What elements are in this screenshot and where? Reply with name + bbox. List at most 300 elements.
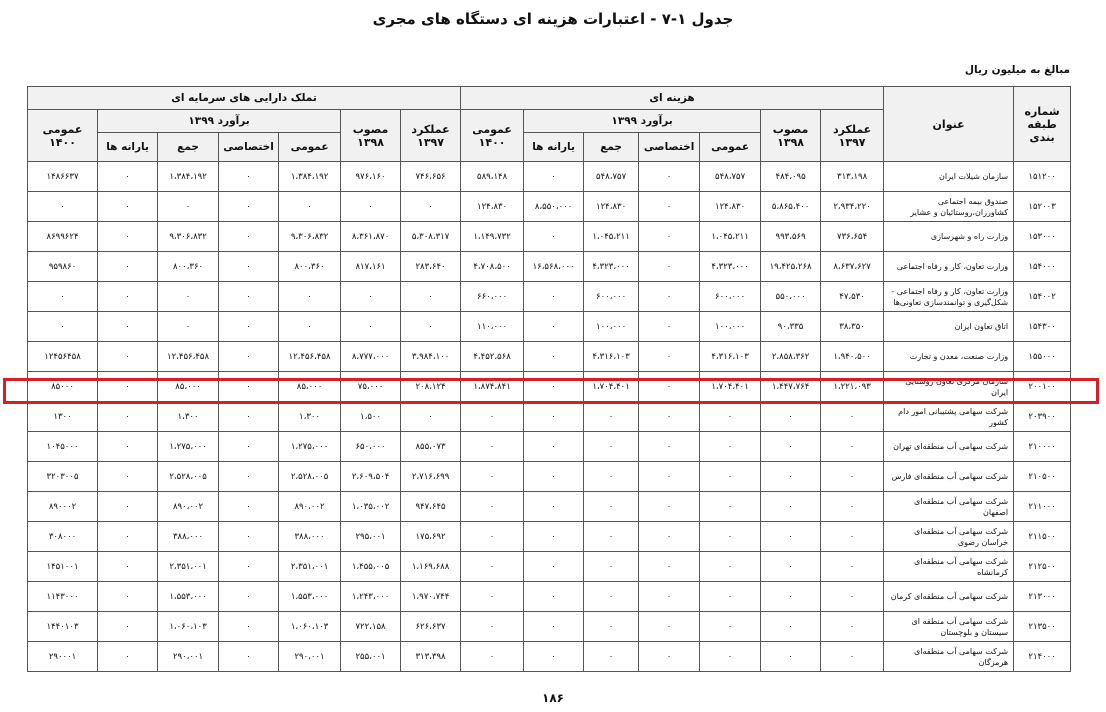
capital-total-1399: ۱،۰۶۰،۱۰۳ bbox=[158, 612, 219, 642]
row-title: وزارت تعاون، کار و رفاه اجتماعی - شکل‌گیری و توانمندسازی تعاونی‌ها bbox=[884, 282, 1014, 312]
capital-general-1399: ۲،۳۵۱،۰۰۱ bbox=[279, 552, 341, 582]
capital-special-1399: ۰ bbox=[219, 192, 279, 222]
cost-total-1399: ۱،۰۴۵،۲۱۱ bbox=[584, 222, 639, 252]
row-code: ۱۵۴۳۰۰ bbox=[1014, 312, 1071, 342]
capital-general-1399: ۱،۳۰۰ bbox=[279, 402, 341, 432]
cost-general-1400: ۰ bbox=[461, 642, 524, 672]
header-capital-general-1400: عمومی ۱۴۰۰ bbox=[28, 110, 98, 162]
cost-special-1399: ۰ bbox=[639, 282, 700, 312]
cost-total-1399: ۱۰۰،۰۰۰ bbox=[584, 312, 639, 342]
cost-total-1399: ۰ bbox=[584, 492, 639, 522]
header-capital-subsidy: یارانه ها bbox=[98, 133, 158, 162]
cost-subsidy-1399: ۰ bbox=[524, 462, 584, 492]
cost-total-1399: ۰ bbox=[584, 462, 639, 492]
cost-approved-1398: ۰ bbox=[761, 612, 821, 642]
capital-approved-1398: ۱،۰۳۵،۰۰۲ bbox=[341, 492, 401, 522]
cost-general-1399: ۰ bbox=[700, 492, 761, 522]
header-capital-approved-1398: مصوب ۱۳۹۸ bbox=[341, 110, 401, 162]
capital-subsidy-1399: ۰ bbox=[98, 552, 158, 582]
capital-actual-1397: ۰ bbox=[401, 402, 461, 432]
capital-subsidy-1399: ۰ bbox=[98, 282, 158, 312]
capital-subsidy-1399: ۰ bbox=[98, 492, 158, 522]
capital-approved-1398: ۱،۴۵۵،۰۰۵ bbox=[341, 552, 401, 582]
unit-note: مبالغ به میلیون ریال bbox=[964, 64, 1070, 76]
capital-general-1400: ۱۴۵۱۰۰۱ bbox=[28, 552, 98, 582]
capital-approved-1398: ۸۱۷،۱۶۱ bbox=[341, 252, 401, 282]
cost-total-1399: ۴،۳۲۳،۰۰۰ bbox=[584, 252, 639, 282]
row-title: وزارت راه و شهرسازی bbox=[884, 222, 1014, 252]
cost-total-1399: ۶۰۰،۰۰۰ bbox=[584, 282, 639, 312]
cost-general-1400: ۴،۷۰۸،۵۰۰ bbox=[461, 252, 524, 282]
capital-approved-1398: ۱،۵۰۰ bbox=[341, 402, 401, 432]
cost-actual-1397: ۲،۹۳۴،۲۲۰ bbox=[821, 192, 884, 222]
capital-actual-1397: ۲،۷۱۶،۶۹۹ bbox=[401, 462, 461, 492]
header-capital-estimate-1399: برآورد ۱۳۹۹ bbox=[98, 110, 341, 133]
cost-approved-1398: ۹۰،۳۳۵ bbox=[761, 312, 821, 342]
capital-general-1399: ۸۵،۰۰۰ bbox=[279, 372, 341, 402]
header-capital-actual-1397: عملکرد ۱۳۹۷ bbox=[401, 110, 461, 162]
table-row bbox=[28, 372, 1071, 402]
capital-special-1399: ۰ bbox=[219, 612, 279, 642]
capital-total-1399: ۸۵،۰۰۰ bbox=[158, 372, 219, 402]
capital-special-1399: ۰ bbox=[219, 552, 279, 582]
cost-general-1399: ۰ bbox=[700, 522, 761, 552]
capital-approved-1398: ۰ bbox=[341, 312, 401, 342]
cost-general-1399: ۴،۳۱۶،۱۰۳ bbox=[700, 342, 761, 372]
table-row bbox=[28, 552, 1071, 582]
capital-general-1399: ۱۲،۴۵۶،۴۵۸ bbox=[279, 342, 341, 372]
row-title: وزارت صنعت، معدن و تجارت bbox=[884, 342, 1014, 372]
cost-actual-1397: ۱،۹۴۰،۵۰۰ bbox=[821, 342, 884, 372]
capital-actual-1397: ۵،۳۰۸،۳۱۷ bbox=[401, 222, 461, 252]
header-cost-group: هزینه ای bbox=[461, 87, 884, 110]
cost-total-1399: ۰ bbox=[584, 432, 639, 462]
header-capital-group: تملک دارایی های سرمایه ای bbox=[28, 87, 461, 110]
row-code: ۱۵۲۰۰۳ bbox=[1014, 192, 1071, 222]
capital-general-1400: ۸۶۹۹۶۲۴ bbox=[28, 222, 98, 252]
row-title: صندوق بیمه اجتماعی کشاورزان،روستائیان و عشایر bbox=[884, 192, 1014, 222]
cost-general-1399: ۱۰۰،۰۰۰ bbox=[700, 312, 761, 342]
capital-subsidy-1399: ۰ bbox=[98, 252, 158, 282]
cost-subsidy-1399: ۰ bbox=[524, 492, 584, 522]
capital-special-1399: ۰ bbox=[219, 582, 279, 612]
row-title: شرکت سهامی آب منطقه‌ای خراسان رضوی bbox=[884, 522, 1014, 552]
cost-approved-1398: ۰ bbox=[761, 432, 821, 462]
cost-general-1400: ۱،۸۷۴،۸۴۱ bbox=[461, 372, 524, 402]
capital-general-1400: ۱۰۴۵۰۰۰ bbox=[28, 432, 98, 462]
capital-special-1399: ۰ bbox=[219, 522, 279, 552]
capital-actual-1397: ۲۸۳،۶۴۰ bbox=[401, 252, 461, 282]
row-code: ۲۱۳۵۰۰ bbox=[1014, 612, 1071, 642]
cost-actual-1397: ۴۷،۵۳۰ bbox=[821, 282, 884, 312]
capital-general-1399: ۱،۰۶۰،۱۰۳ bbox=[279, 612, 341, 642]
row-code: ۲۱۱۵۰۰ bbox=[1014, 522, 1071, 552]
capital-general-1399: ۸۰۰،۳۶۰ bbox=[279, 252, 341, 282]
capital-total-1399: ۰ bbox=[158, 282, 219, 312]
cost-approved-1398: ۰ bbox=[761, 582, 821, 612]
cost-total-1399: ۰ bbox=[584, 402, 639, 432]
table-row bbox=[28, 222, 1071, 252]
cost-actual-1397: ۱،۲۲۱،۰۹۳ bbox=[821, 372, 884, 402]
cost-special-1399: ۰ bbox=[639, 252, 700, 282]
capital-subsidy-1399: ۰ bbox=[98, 402, 158, 432]
capital-approved-1398: ۰ bbox=[341, 192, 401, 222]
row-title: سازمان شیلات ایران bbox=[884, 162, 1014, 192]
capital-subsidy-1399: ۰ bbox=[98, 222, 158, 252]
capital-general-1399: ۲۹۰،۰۰۱ bbox=[279, 642, 341, 672]
cost-total-1399: ۱۲۴،۸۳۰ bbox=[584, 192, 639, 222]
cost-approved-1398: ۱،۴۴۷،۷۶۴ bbox=[761, 372, 821, 402]
cost-approved-1398: ۰ bbox=[761, 522, 821, 552]
cost-special-1399: ۰ bbox=[639, 582, 700, 612]
cost-special-1399: ۰ bbox=[639, 372, 700, 402]
capital-general-1400: ۳۲۰۳۰۰۵ bbox=[28, 462, 98, 492]
row-title: سازمان مرکزی تعاون روستایی ایران bbox=[884, 372, 1014, 402]
table-row bbox=[28, 432, 1071, 462]
cost-general-1399: ۴،۳۲۳،۰۰۰ bbox=[700, 252, 761, 282]
cost-special-1399: ۰ bbox=[639, 462, 700, 492]
cost-approved-1398: ۰ bbox=[761, 552, 821, 582]
cost-approved-1398: ۱۹،۴۲۵،۲۶۸ bbox=[761, 252, 821, 282]
capital-approved-1398: ۷۵،۰۰۰ bbox=[341, 372, 401, 402]
cost-actual-1397: ۳۸،۳۵۰ bbox=[821, 312, 884, 342]
row-title: شرکت سهامی آب منطقه ای سیستان و بلوچستان bbox=[884, 612, 1014, 642]
capital-general-1400: ۳۰۸۰۰۰ bbox=[28, 522, 98, 552]
capital-approved-1398: ۲،۶۰۹،۵۰۴ bbox=[341, 462, 401, 492]
cost-general-1400: ۴،۴۵۲،۵۶۸ bbox=[461, 342, 524, 372]
cost-total-1399: ۰ bbox=[584, 642, 639, 672]
capital-general-1399: ۱،۳۸۴،۱۹۲ bbox=[279, 162, 341, 192]
header-cost-approved-1398: مصوب ۱۳۹۸ bbox=[761, 110, 821, 162]
capital-general-1399: ۰ bbox=[279, 192, 341, 222]
cost-approved-1398: ۵،۸۶۵،۴۰۰ bbox=[761, 192, 821, 222]
cost-subsidy-1399: ۰ bbox=[524, 162, 584, 192]
header-cost-total: جمع bbox=[584, 133, 639, 162]
capital-special-1399: ۰ bbox=[219, 492, 279, 522]
cost-special-1399: ۰ bbox=[639, 642, 700, 672]
capital-actual-1397: ۳،۹۸۴،۱۰۰ bbox=[401, 342, 461, 372]
capital-general-1399: ۲،۵۲۸،۰۰۵ bbox=[279, 462, 341, 492]
capital-actual-1397: ۱،۹۷۰،۷۴۴ bbox=[401, 582, 461, 612]
capital-actual-1397: ۱،۱۶۹،۶۸۸ bbox=[401, 552, 461, 582]
capital-actual-1397: ۳۱۳،۳۹۸ bbox=[401, 642, 461, 672]
cost-general-1399: ۵۴۸،۷۵۷ bbox=[700, 162, 761, 192]
header-cost-estimate-1399: برآورد ۱۳۹۹ bbox=[524, 110, 761, 133]
capital-subsidy-1399: ۰ bbox=[98, 612, 158, 642]
capital-special-1399: ۰ bbox=[219, 312, 279, 342]
capital-special-1399: ۰ bbox=[219, 342, 279, 372]
cost-general-1399: ۱،۷۰۴،۴۰۱ bbox=[700, 372, 761, 402]
table-row bbox=[28, 312, 1071, 342]
capital-approved-1398: ۷۲۲،۱۵۸ bbox=[341, 612, 401, 642]
capital-total-1399: ۱،۲۷۵،۰۰۰ bbox=[158, 432, 219, 462]
capital-general-1400: ۱۳۰۰ bbox=[28, 402, 98, 432]
capital-total-1399: ۲۹۰،۰۰۱ bbox=[158, 642, 219, 672]
capital-total-1399: ۲،۵۲۸،۰۰۵ bbox=[158, 462, 219, 492]
cost-actual-1397: ۰ bbox=[821, 462, 884, 492]
cost-subsidy-1399: ۰ bbox=[524, 522, 584, 552]
cost-approved-1398: ۰ bbox=[761, 402, 821, 432]
cost-general-1400: ۱۲۴،۸۳۰ bbox=[461, 192, 524, 222]
capital-special-1399: ۰ bbox=[219, 372, 279, 402]
cost-general-1400: ۰ bbox=[461, 522, 524, 552]
cost-actual-1397: ۰ bbox=[821, 492, 884, 522]
capital-total-1399: ۹،۳۰۶،۸۳۲ bbox=[158, 222, 219, 252]
cost-actual-1397: ۰ bbox=[821, 432, 884, 462]
table-row bbox=[28, 402, 1071, 432]
capital-special-1399: ۰ bbox=[219, 432, 279, 462]
capital-subsidy-1399: ۰ bbox=[98, 372, 158, 402]
cost-special-1399: ۰ bbox=[639, 192, 700, 222]
capital-general-1400: ۰ bbox=[28, 192, 98, 222]
cost-general-1400: ۱۱۰،۰۰۰ bbox=[461, 312, 524, 342]
capital-actual-1397: ۰ bbox=[401, 282, 461, 312]
cost-general-1400: ۰ bbox=[461, 432, 524, 462]
capital-actual-1397: ۹۴۷،۶۴۵ bbox=[401, 492, 461, 522]
cost-approved-1398: ۰ bbox=[761, 462, 821, 492]
cost-general-1400: ۰ bbox=[461, 402, 524, 432]
capital-special-1399: ۰ bbox=[219, 462, 279, 492]
header-cost-general: عمومی bbox=[700, 133, 761, 162]
capital-general-1400: ۹۵۹۸۶۰ bbox=[28, 252, 98, 282]
cost-general-1400: ۱،۱۴۹،۷۳۲ bbox=[461, 222, 524, 252]
cost-approved-1398: ۰ bbox=[761, 492, 821, 522]
row-title: شرکت سهامی آب منطقه‌ای هرمزگان bbox=[884, 642, 1014, 672]
capital-approved-1398: ۰ bbox=[341, 282, 401, 312]
cost-general-1400: ۰ bbox=[461, 552, 524, 582]
row-code: ۲۰۰۱۰۰ bbox=[1014, 372, 1071, 402]
capital-general-1399: ۹،۳۰۶،۸۳۲ bbox=[279, 222, 341, 252]
row-code: ۱۵۴۰۰۲ bbox=[1014, 282, 1071, 312]
row-code: ۲۱۰۰۰۰ bbox=[1014, 432, 1071, 462]
capital-total-1399: ۱،۵۵۳،۰۰۰ bbox=[158, 582, 219, 612]
cost-special-1399: ۰ bbox=[639, 612, 700, 642]
row-title: شرکت سهامی آب منطقه‌ای تهران bbox=[884, 432, 1014, 462]
table-row bbox=[28, 612, 1071, 642]
cost-total-1399: ۰ bbox=[584, 552, 639, 582]
capital-approved-1398: ۹۷۶،۱۶۰ bbox=[341, 162, 401, 192]
table-row bbox=[28, 252, 1071, 282]
row-title: وزارت تعاون، کار و رفاه اجتماعی bbox=[884, 252, 1014, 282]
cost-general-1399: ۰ bbox=[700, 642, 761, 672]
capital-approved-1398: ۸،۷۷۷،۰۰۰ bbox=[341, 342, 401, 372]
cost-special-1399: ۰ bbox=[639, 522, 700, 552]
capital-subsidy-1399: ۰ bbox=[98, 522, 158, 552]
cost-general-1400: ۰ bbox=[461, 582, 524, 612]
row-code: ۲۱۴۰۰۰ bbox=[1014, 642, 1071, 672]
cost-general-1400: ۰ bbox=[461, 612, 524, 642]
capital-total-1399: ۱،۳۸۴،۱۹۲ bbox=[158, 162, 219, 192]
row-title: شرکت سهامی آب منطقه‌ای اصفهان bbox=[884, 492, 1014, 522]
capital-special-1399: ۰ bbox=[219, 642, 279, 672]
cost-subsidy-1399: ۰ bbox=[524, 222, 584, 252]
capital-general-1399: ۸۹۰،۰۰۲ bbox=[279, 492, 341, 522]
cost-subsidy-1399: ۰ bbox=[524, 642, 584, 672]
capital-special-1399: ۰ bbox=[219, 162, 279, 192]
capital-general-1400: ۲۹۰۰۰۱ bbox=[28, 642, 98, 672]
row-code: ۲۱۳۰۰۰ bbox=[1014, 582, 1071, 612]
cost-subsidy-1399: ۰ bbox=[524, 312, 584, 342]
cost-total-1399: ۵۴۸،۷۵۷ bbox=[584, 162, 639, 192]
capital-special-1399: ۰ bbox=[219, 252, 279, 282]
table-row bbox=[28, 342, 1071, 372]
row-title: شرکت سهامی آب منطقه‌ای فارس bbox=[884, 462, 1014, 492]
capital-approved-1398: ۶۵۰،۰۰۰ bbox=[341, 432, 401, 462]
cost-general-1400: ۰ bbox=[461, 492, 524, 522]
cost-total-1399: ۴،۳۱۶،۱۰۳ bbox=[584, 342, 639, 372]
cost-actual-1397: ۰ bbox=[821, 522, 884, 552]
cost-special-1399: ۰ bbox=[639, 402, 700, 432]
cost-subsidy-1399: ۰ bbox=[524, 342, 584, 372]
capital-actual-1397: ۰ bbox=[401, 192, 461, 222]
capital-subsidy-1399: ۰ bbox=[98, 462, 158, 492]
cost-general-1399: ۱،۰۴۵،۲۱۱ bbox=[700, 222, 761, 252]
row-code: ۱۵۴۰۰۰ bbox=[1014, 252, 1071, 282]
cost-subsidy-1399: ۰ bbox=[524, 282, 584, 312]
header-capital-special: اختصاصی bbox=[219, 133, 279, 162]
cost-special-1399: ۰ bbox=[639, 342, 700, 372]
cost-general-1400: ۵۸۹،۱۴۸ bbox=[461, 162, 524, 192]
capital-total-1399: ۰ bbox=[158, 192, 219, 222]
capital-total-1399: ۱۲،۴۵۶،۴۵۸ bbox=[158, 342, 219, 372]
capital-general-1400: ۱۴۴۰۱۰۳ bbox=[28, 612, 98, 642]
capital-total-1399: ۱،۳۰۰ bbox=[158, 402, 219, 432]
table-row bbox=[28, 162, 1071, 192]
capital-approved-1398: ۲۵۵،۰۰۱ bbox=[341, 642, 401, 672]
capital-actual-1397: ۸۵۵،۰۷۳ bbox=[401, 432, 461, 462]
cost-subsidy-1399: ۰ bbox=[524, 552, 584, 582]
capital-subsidy-1399: ۰ bbox=[98, 642, 158, 672]
capital-general-1399: ۰ bbox=[279, 312, 341, 342]
capital-total-1399: ۰ bbox=[158, 312, 219, 342]
capital-general-1399: ۱،۲۷۵،۰۰۰ bbox=[279, 432, 341, 462]
cost-subsidy-1399: ۸،۵۵۰،۰۰۰ bbox=[524, 192, 584, 222]
table-row bbox=[28, 282, 1071, 312]
cost-special-1399: ۰ bbox=[639, 162, 700, 192]
capital-general-1400: ۸۵۰۰۰ bbox=[28, 372, 98, 402]
capital-subsidy-1399: ۰ bbox=[98, 192, 158, 222]
cost-special-1399: ۰ bbox=[639, 432, 700, 462]
capital-subsidy-1399: ۰ bbox=[98, 432, 158, 462]
header-code: شماره طبقه بندی bbox=[1014, 87, 1071, 162]
row-code: ۲۰۳۹۰۰ bbox=[1014, 402, 1071, 432]
cost-actual-1397: ۰ bbox=[821, 552, 884, 582]
cost-special-1399: ۰ bbox=[639, 552, 700, 582]
row-title: شرکت سهامی آب منطقه‌ای کرمانشاه bbox=[884, 552, 1014, 582]
capital-approved-1398: ۲۹۵،۰۰۱ bbox=[341, 522, 401, 552]
cost-subsidy-1399: ۰ bbox=[524, 372, 584, 402]
row-code: ۲۱۰۵۰۰ bbox=[1014, 462, 1071, 492]
capital-total-1399: ۲،۳۵۱،۰۰۱ bbox=[158, 552, 219, 582]
cost-total-1399: ۱،۷۰۴،۴۰۱ bbox=[584, 372, 639, 402]
cost-subsidy-1399: ۰ bbox=[524, 612, 584, 642]
capital-general-1400: ۸۹۰۰۰۲ bbox=[28, 492, 98, 522]
cost-actual-1397: ۰ bbox=[821, 582, 884, 612]
capital-subsidy-1399: ۰ bbox=[98, 312, 158, 342]
cost-actual-1397: ۷۳۶،۶۵۴ bbox=[821, 222, 884, 252]
header-capital-general: عمومی bbox=[279, 133, 341, 162]
capital-special-1399: ۰ bbox=[219, 282, 279, 312]
capital-general-1400: ۰ bbox=[28, 312, 98, 342]
cost-actual-1397: ۰ bbox=[821, 612, 884, 642]
cost-actual-1397: ۸،۶۳۷،۶۲۷ bbox=[821, 252, 884, 282]
header-cost-general-1400: عمومی ۱۴۰۰ bbox=[461, 110, 524, 162]
table-row bbox=[28, 582, 1071, 612]
capital-general-1400: ۱۱۴۳۰۰۰ bbox=[28, 582, 98, 612]
cost-special-1399: ۰ bbox=[639, 312, 700, 342]
cost-total-1399: ۰ bbox=[584, 522, 639, 552]
capital-approved-1398: ۸،۳۶۱،۸۷۰ bbox=[341, 222, 401, 252]
budget-table bbox=[27, 86, 1071, 672]
row-code: ۲۱۱۰۰۰ bbox=[1014, 492, 1071, 522]
header-cost-actual-1397: عملکرد ۱۳۹۷ bbox=[821, 110, 884, 162]
cost-approved-1398: ۹۹۳،۵۶۹ bbox=[761, 222, 821, 252]
capital-subsidy-1399: ۰ bbox=[98, 342, 158, 372]
capital-special-1399: ۰ bbox=[219, 222, 279, 252]
capital-total-1399: ۳۸۸،۰۰۰ bbox=[158, 522, 219, 552]
table-row bbox=[28, 462, 1071, 492]
capital-total-1399: ۸۹۰،۰۰۲ bbox=[158, 492, 219, 522]
cost-subsidy-1399: ۰ bbox=[524, 432, 584, 462]
row-code: ۱۵۳۰۰۰ bbox=[1014, 222, 1071, 252]
capital-general-1400: ۱۴۸۶۶۳۷ bbox=[28, 162, 98, 192]
capital-approved-1398: ۱،۲۴۳،۰۰۰ bbox=[341, 582, 401, 612]
capital-special-1399: ۰ bbox=[219, 402, 279, 432]
capital-general-1399: ۱،۵۵۳،۰۰۰ bbox=[279, 582, 341, 612]
cost-special-1399: ۰ bbox=[639, 222, 700, 252]
table-row bbox=[28, 522, 1071, 552]
capital-actual-1397: ۱۷۵،۶۹۲ bbox=[401, 522, 461, 552]
cost-general-1400: ۰ bbox=[461, 462, 524, 492]
cost-general-1399: ۰ bbox=[700, 612, 761, 642]
cost-total-1399: ۰ bbox=[584, 612, 639, 642]
cost-subsidy-1399: ۱۶،۵۶۸،۰۰۰ bbox=[524, 252, 584, 282]
header-capital-total: جمع bbox=[158, 133, 219, 162]
cost-subsidy-1399: ۰ bbox=[524, 582, 584, 612]
cost-total-1399: ۰ bbox=[584, 582, 639, 612]
cost-approved-1398: ۵۵۰،۰۰۰ bbox=[761, 282, 821, 312]
cost-general-1400: ۶۶۰،۰۰۰ bbox=[461, 282, 524, 312]
capital-actual-1397: ۲۰۸،۱۲۴ bbox=[401, 372, 461, 402]
cost-general-1399: ۰ bbox=[700, 552, 761, 582]
row-title: شرکت سهامی پشتیبانی امور دام کشور bbox=[884, 402, 1014, 432]
capital-general-1399: ۰ bbox=[279, 282, 341, 312]
header-cost-subsidy: یارانه ها bbox=[524, 133, 584, 162]
cost-actual-1397: ۰ bbox=[821, 402, 884, 432]
row-title: اتاق تعاون ایران bbox=[884, 312, 1014, 342]
cost-general-1399: ۰ bbox=[700, 402, 761, 432]
cost-actual-1397: ۳۱۳،۱۹۸ bbox=[821, 162, 884, 192]
row-code: ۲۱۲۵۰۰ bbox=[1014, 552, 1071, 582]
capital-subsidy-1399: ۰ bbox=[98, 162, 158, 192]
capital-general-1400: ۰ bbox=[28, 282, 98, 312]
row-code: ۱۵۱۲۰۰ bbox=[1014, 162, 1071, 192]
cost-general-1399: ۱۲۴،۸۳۰ bbox=[700, 192, 761, 222]
header-cost-special: اختصاصی bbox=[639, 133, 700, 162]
row-code: ۱۵۵۰۰۰ bbox=[1014, 342, 1071, 372]
cost-general-1399: ۰ bbox=[700, 582, 761, 612]
cost-general-1399: ۰ bbox=[700, 462, 761, 492]
capital-actual-1397: ۰ bbox=[401, 312, 461, 342]
cost-special-1399: ۰ bbox=[639, 492, 700, 522]
capital-actual-1397: ۶۲۶،۶۳۷ bbox=[401, 612, 461, 642]
header-title: عنوان bbox=[884, 87, 1014, 162]
cost-approved-1398: ۴۸۴،۰۹۵ bbox=[761, 162, 821, 192]
capital-general-1400: ۱۲۴۵۶۴۵۸ bbox=[28, 342, 98, 372]
page-title: جدول ۱-۷ - اعتبارات هزینه ای دستگاه های مجری bbox=[372, 10, 734, 28]
capital-total-1399: ۸۰۰،۳۶۰ bbox=[158, 252, 219, 282]
cost-actual-1397: ۰ bbox=[821, 642, 884, 672]
